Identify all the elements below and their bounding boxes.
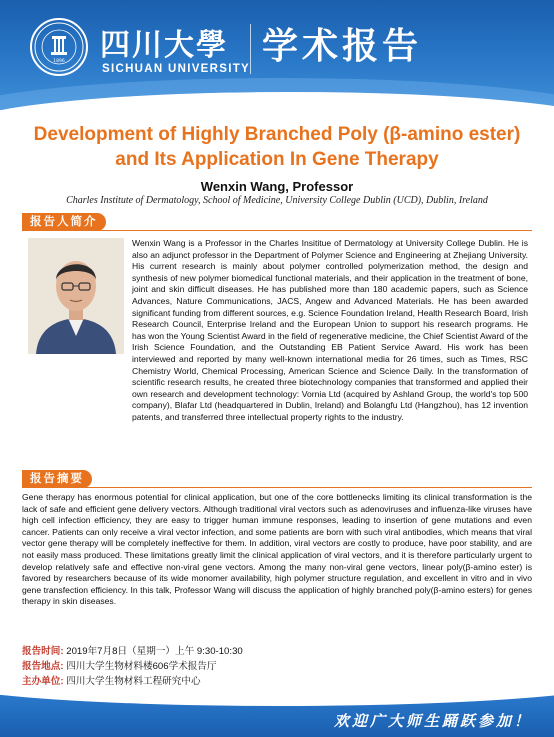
university-name-cn: 四川大學	[100, 28, 228, 63]
welcome-message: 欢迎广大师生踊跃参加！	[333, 712, 532, 730]
talk-abstract: Gene therapy has enormous potential for clinical application, but one of the core bottlenecks limiting its clinical transformation is the lack of safe and efficient gene delivery vectors. Although traditional viral vectors such as adenoviruses and influenza-like viruses have high cell infection efficiency, they are easy to trigger human immune responses, leading to insertion of gene mutations and even cancer. Patients can only receive a viral vector infection, and some patients are born with such viral antibodies, which means that viral vector gene therapy will be completely ineffective for them. In addition, viral vectors are costly to produce, have poor stability, and are not easily mass produced. These limitations greatly limit the clinical application of viral vectors, and it is therefore particularly urgent to develop relatively safe and effective non-viral gene vectors. Among the many non-viral gene vectors, linear poly(β-amino ester) is favored by researchers because of its wide monomer availability, high polymer structure regulation, and excellent in vitro and in vivo gene transfection efficiency. In this talk, Professor Wang will discuss the application of highly branched poly(β-amino esters) for genes therapy in skin diseases.	[22, 492, 532, 607]
abstract-section-label: 报告摘要	[22, 470, 92, 488]
info-time-label: 报告时间:	[22, 646, 64, 657]
university-name-en: SICHUAN UNIVERSITY	[102, 63, 250, 75]
header-divider	[250, 24, 251, 74]
info-place-label: 报告地点:	[22, 661, 64, 672]
speaker-name: Wenxin Wang, Professor	[200, 179, 354, 194]
info-time-value: 2019年7月8日（星期一）上午 9:30-10:30	[63, 646, 243, 657]
svg-text:1896: 1896	[53, 59, 65, 64]
info-host-label: 主办单位:	[22, 676, 64, 687]
info-host	[22, 675, 201, 688]
speaker-bio: Wenxin Wang is a Professor in the Charles Insititue of Dermatology at University College Dublin. He is also an adjunct professor in the Department of Polymer Science and Engineering at Zhejiang University. His current research is mainly about polymer controlled polymerization method, the design and synthesis of new polymer biomedical functional materials, and their application in the treatment of bone, joint and skin difficult diseases. He has published more than 180 academic papers, such as Science Advances, Nature Communications, JACS, Angew and Advanced Materials. He has been awarded significant funding from different sources, e.g. Science Foundation Ireland, Health Research Board, Irish Research Council, Enterprise Ireland and the European Union to support his research programs. He has won the Young Scientist Award in the field of regenerative medicine, the Chief Scientist Award of the Irish Science Foundation, and the Outstanding EB Patient Service Award. His work has been interviewed and reported by many well-known international media for 26 times, such as Times, RSC Chemistry World, Chemical Processing, American Science and Science Daily. In the transformation of scientific research results, he created three biotechnology companies that transformed and applied their own research and development technology: Vornia Ltd (acquired by Ashland Group, the world's top 500 company), Blafar Ltd (headquartered in Dublin, Ireland) and Bolangfu Ltd (Hangzhou), has 12 invention patents, and transferred three intellectual property rights to the industry.	[132, 238, 528, 422]
footer-swoosh	[0, 690, 554, 706]
speaker-affiliation: Charles Institute of Dermatology, School of Medicine, University College Dublin (UCD), Dublin, Ireland	[66, 195, 488, 206]
talk-title-line2: and Its Application In Gene Therapy	[115, 149, 439, 170]
talk-title-line1: Development of Highly Branched Poly (β-amino ester)	[33, 124, 521, 145]
header-banner	[0, 0, 554, 110]
speaker-photo	[28, 238, 124, 354]
abstract-section-rule	[22, 487, 532, 488]
talk-title	[20, 122, 534, 172]
university-seal-icon	[30, 18, 88, 76]
abstract-section-header	[22, 470, 532, 488]
bio-section-label: 报告人简介	[22, 213, 106, 231]
info-host-value: 四川大学生物材料工程研究中心	[63, 676, 201, 687]
bio-section-rule	[22, 230, 532, 231]
info-time	[22, 645, 243, 658]
bio-section-header	[22, 213, 532, 231]
footer-banner	[0, 690, 554, 737]
info-place	[22, 660, 217, 673]
info-place-value: 四川大学生物材料楼606学术报告厅	[63, 661, 217, 672]
poster-type-title: 学术报告	[262, 26, 423, 67]
